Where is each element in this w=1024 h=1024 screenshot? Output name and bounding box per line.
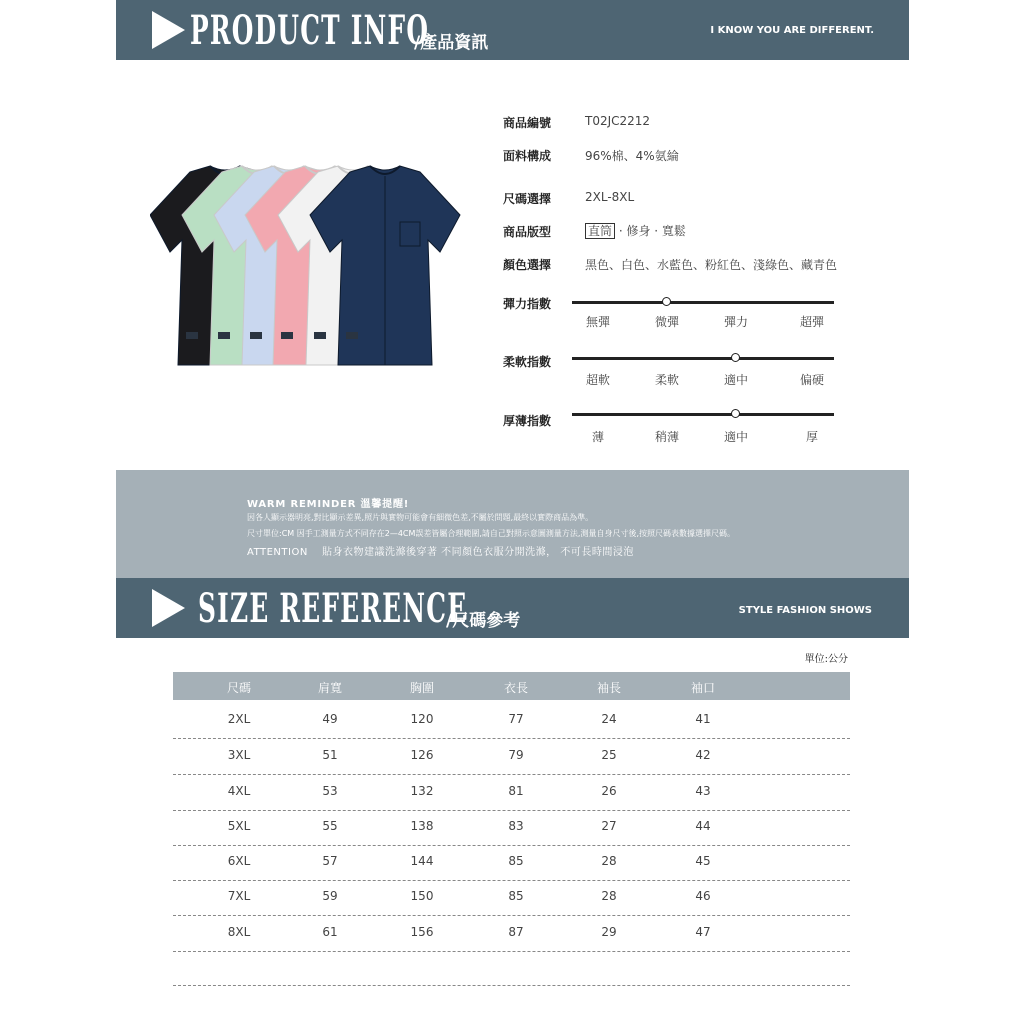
table-cell: 45	[695, 854, 711, 868]
spec-fabric-value: 96%棉、4%氨綸	[585, 149, 679, 163]
reminder-line: 因各人顯示器明亮,對比顯示差異,照片與實物可能會有細微色差,不屬於問題,最終以實際商品為準。	[247, 513, 594, 522]
table-cell: 25	[601, 748, 617, 762]
table-row	[173, 879, 850, 916]
elasticity-scale-marker	[662, 297, 671, 306]
column-header: 胸圍	[409, 681, 434, 695]
spec-fit-label: 商品版型	[503, 225, 552, 239]
column-header: 袖長	[596, 681, 621, 695]
reminder-title: WARM REMINDER 溫馨提醒!	[247, 499, 410, 510]
table-cell: 77	[508, 712, 524, 726]
table-cell: 156	[410, 925, 434, 939]
table-row	[173, 844, 850, 881]
elasticity-scale-line	[572, 301, 834, 304]
spec-fit-value	[585, 222, 686, 239]
table-cell: 28	[601, 889, 617, 903]
table-cell: 24	[601, 712, 617, 726]
table-cell: 85	[508, 889, 524, 903]
table-cell: 2XL	[227, 712, 251, 726]
table-cell: 81	[508, 784, 524, 798]
spec-color-value: 黑色、白色、水藍色、粉紅色、淺綠色、藏青色	[585, 258, 838, 272]
fit-selected: 直筒	[585, 223, 615, 239]
table-cell: 61	[322, 925, 338, 939]
size-reference-title: SIZE REFERENCE	[198, 585, 468, 632]
table-cell: 41	[695, 712, 711, 726]
thickness-option: 稍薄	[654, 430, 679, 444]
table-cell: 83	[508, 819, 524, 833]
table-cell: 132	[410, 784, 434, 798]
softness-option: 偏硬	[799, 373, 824, 387]
table-cell: 6XL	[227, 854, 251, 868]
softness-scale-line	[572, 357, 834, 360]
table-cell: 120	[410, 712, 434, 726]
product-info-subtitle: /產品資訊	[414, 33, 489, 53]
softness-option: 柔軟	[654, 373, 679, 387]
column-header: 袖口	[690, 681, 715, 695]
table-cell: 79	[508, 748, 524, 762]
header-slogan: I KNOW YOU ARE DIFFERENT.	[710, 25, 874, 36]
table-row	[173, 915, 850, 952]
elasticity-option: 彈力	[723, 315, 748, 329]
thickness-scale-line	[572, 413, 834, 416]
spec-code-label: 商品編號	[503, 116, 552, 130]
product-info-title: PRODUCT INFO	[190, 7, 430, 54]
softness-scale-marker	[731, 353, 740, 362]
table-cell: 59	[322, 889, 338, 903]
table-cell: 8XL	[227, 925, 251, 939]
softness-option: 適中	[723, 373, 748, 387]
reminder-attention: ATTENTION 貼身衣物建議洗滌後穿著 不同顏色衣服分開洗滌， 不可長時間浸泡	[247, 547, 634, 558]
table-row	[173, 702, 850, 739]
spec-fabric-label: 面料構成	[503, 149, 552, 163]
table-bottom-divider	[173, 985, 850, 986]
column-header: 衣長	[503, 681, 528, 695]
column-header: 肩寬	[317, 681, 342, 695]
table-row	[173, 774, 850, 811]
size-reference-banner	[116, 578, 909, 638]
softness-option: 超軟	[585, 373, 610, 387]
size-table-header	[173, 672, 850, 700]
play-triangle-icon	[152, 589, 185, 627]
table-cell: 46	[695, 889, 711, 903]
table-cell: 138	[410, 819, 434, 833]
reminder-line: 尺寸單位:CM 因手工測量方式不同存在2—4CM誤差皆屬合理範圍,請自己對照示意圖測量方法,測量自身尺寸後,按照尺碼表數據選擇尺碼。	[247, 529, 736, 538]
table-cell: 126	[410, 748, 434, 762]
table-cell: 85	[508, 854, 524, 868]
table-cell: 47	[695, 925, 711, 939]
spec-size-value: 2XL-8XL	[585, 190, 635, 204]
elasticity-option: 無彈	[585, 315, 610, 329]
elasticity-label: 彈力指數	[503, 297, 552, 311]
table-cell: 51	[322, 748, 338, 762]
table-row	[173, 738, 850, 775]
table-cell: 3XL	[227, 748, 251, 762]
elasticity-option: 微彈	[654, 315, 679, 329]
warm-reminder-panel	[116, 470, 909, 578]
table-cell: 43	[695, 784, 711, 798]
table-cell: 57	[322, 854, 338, 868]
table-cell: 26	[601, 784, 617, 798]
table-cell: 55	[322, 819, 338, 833]
product-image	[150, 160, 502, 380]
play-triangle-icon	[152, 11, 185, 49]
table-cell: 28	[601, 854, 617, 868]
spec-color-label: 顏色選擇	[503, 258, 552, 272]
table-cell: 29	[601, 925, 617, 939]
thickness-label: 厚薄指數	[503, 414, 552, 428]
table-cell: 144	[410, 854, 434, 868]
thickness-option: 薄	[591, 430, 604, 444]
spec-size-label: 尺碼選擇	[503, 192, 552, 206]
table-row	[173, 809, 850, 846]
product-info-banner	[116, 0, 909, 60]
table-cell: 4XL	[227, 784, 251, 798]
table-cell: 49	[322, 712, 338, 726]
table-cell: 53	[322, 784, 338, 798]
thickness-option: 厚	[805, 430, 818, 444]
table-cell: 7XL	[227, 889, 251, 903]
fit-other-options: · 修身 · 寬鬆	[618, 224, 686, 238]
table-cell: 27	[601, 819, 617, 833]
thickness-option: 適中	[723, 430, 748, 444]
elasticity-option: 超彈	[799, 315, 824, 329]
table-cell: 87	[508, 925, 524, 939]
table-cell: 44	[695, 819, 711, 833]
spec-code-value: T02JC2212	[585, 114, 651, 128]
thickness-scale-marker	[731, 409, 740, 418]
table-cell: 5XL	[227, 819, 251, 833]
unit-label: 單位:公分	[804, 654, 848, 665]
softness-label: 柔軟指數	[503, 355, 552, 369]
table-cell: 42	[695, 748, 711, 762]
column-header: 尺碼	[226, 681, 251, 695]
size-reference-subtitle: /尺碼參考	[446, 611, 521, 631]
table-cell: 150	[410, 889, 434, 903]
size-header-slogan: STYLE FASHION SHOWS	[738, 605, 872, 616]
